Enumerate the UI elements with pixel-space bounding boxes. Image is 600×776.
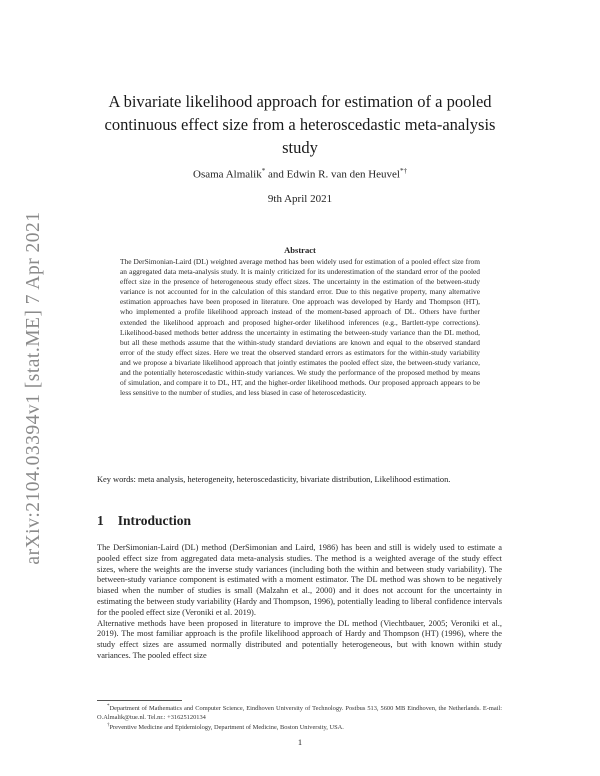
affiliation-mark: * — [261, 167, 266, 175]
section-title: Introduction — [117, 513, 192, 528]
arxiv-identifier-text: arXiv:2104.03394v1 [stat.ME] 7 Apr 2021 — [23, 210, 44, 565]
footnotes — [97, 703, 502, 732]
author-line — [90, 167, 510, 181]
author-connector: and — [265, 168, 287, 181]
page-number: 1 — [297, 737, 303, 747]
footnote-mark: † — [107, 722, 110, 728]
author-name: Edwin R. van den Heuvel — [286, 168, 400, 181]
section-number: 1 — [97, 513, 104, 528]
abstract-body: The DerSimonian-Laird (DL) weighted average method has been widely used for estimation of a pooled effect size from an aggregated data meta-analysis study. It is mainly criticized for its underestimation of the standard error of the pooled effect size in the presence of heterogeneous study effect sizes. The uncertainty in the estimation of the between-study variance is not accounted for in the calculation of this standard error. Due to this negative property, many alternative estimation approaches have been proposed in literature. One approach was developed by Hardy and Thompson (HT), who implemented a profile likelihood approach instead of the moment-based approach of DL. Others have further extended the likelihood approach and proposed higher-order likelihood inferences (e.g., Bartlett-type corrections). Likelihood-based methods better address the uncertainty in estimating the between-study variance than the DL method, but all these methods assume that the within-study standard deviations are known and equal to the observed standard error of the study effect sizes. Here we treat the observed standard errors as estimators for the within-study variability and we propose a bivariate likelihood approach that jointly estimates the pooled effect size, the between-study variance, and the potentially heteroscedastic within-study variances. We study the performance of the proposed method by means of simulation, and compare it to DL, HT, and the higher-order likelihood methods. Our proposed approach appears to be less sensitive to the number of studies, and less biased in case of heteroscedasticity. — [120, 257, 480, 398]
footnote — [97, 722, 502, 733]
paragraph: Alternative methods have been proposed in literature to improve the DL method (Viechtbauer, 2005; Veroniki et al., 2019). The most familiar approach is the profile likelihood approach of Hardy and Thompson (HT) (1996), where the study effect sizes are assumed normally distributed and potentially heterogeneous, but with known within study variances. The pooled effect size — [97, 618, 502, 660]
publication-date: 9th April 2021 — [267, 193, 333, 205]
footnote-text: Preventive Medicine and Epidemiology, Department of Medicine, Boston University, USA. — [109, 724, 344, 732]
section-heading — [97, 513, 502, 529]
introduction-text — [97, 543, 502, 662]
keywords: Key words: meta analysis, heterogeneity, heteroscedasticity, bivariate distribution, Likelihood estimation. — [97, 475, 451, 484]
footnote-text: Department of Mathematics and Computer Science, Eindhoven University of Technology. Postbus 513, 5600 MB Eindhoven, the Netherlands. E-mail: O.Almalik@tue.nl. Tel.nr.: +31625120134 — [97, 705, 502, 721]
paper-title: A bivariate likelihood approach for estimation of a pooled continuous effect size from a heteroscedastic meta-analysis study — [104, 92, 496, 157]
footnote — [97, 703, 502, 722]
author-name: Osama Almalik — [193, 168, 262, 181]
arxiv-identifier-stamp — [14, 205, 54, 570]
affiliation-mark: *† — [399, 167, 407, 175]
footnote-divider — [97, 700, 182, 701]
paragraph: The DerSimonian-Laird (DL) method (DerSimonian and Laird, 1986) has been and still is widely used to estimate a pooled effect size from aggregated data meta-analysis studies. The method is a weighted average of the study effect sizes, where the weights are the inverse study variances (including both the within and between study variability). The between-study variance component is estimated with a moment estimator. The DL method was shown to be negatively biased when the number of studies is small (Malzahn et al., 2000) and it does not account for the uncertainty in estimating the between study variability (Hardy and Thompson, 1996), potentially leading to liberal confidence intervals for the pooled effect size (Veroniki et al. 2019). — [97, 543, 502, 617]
abstract-heading: Abstract — [284, 245, 316, 255]
footnote-mark: * — [107, 704, 110, 709]
